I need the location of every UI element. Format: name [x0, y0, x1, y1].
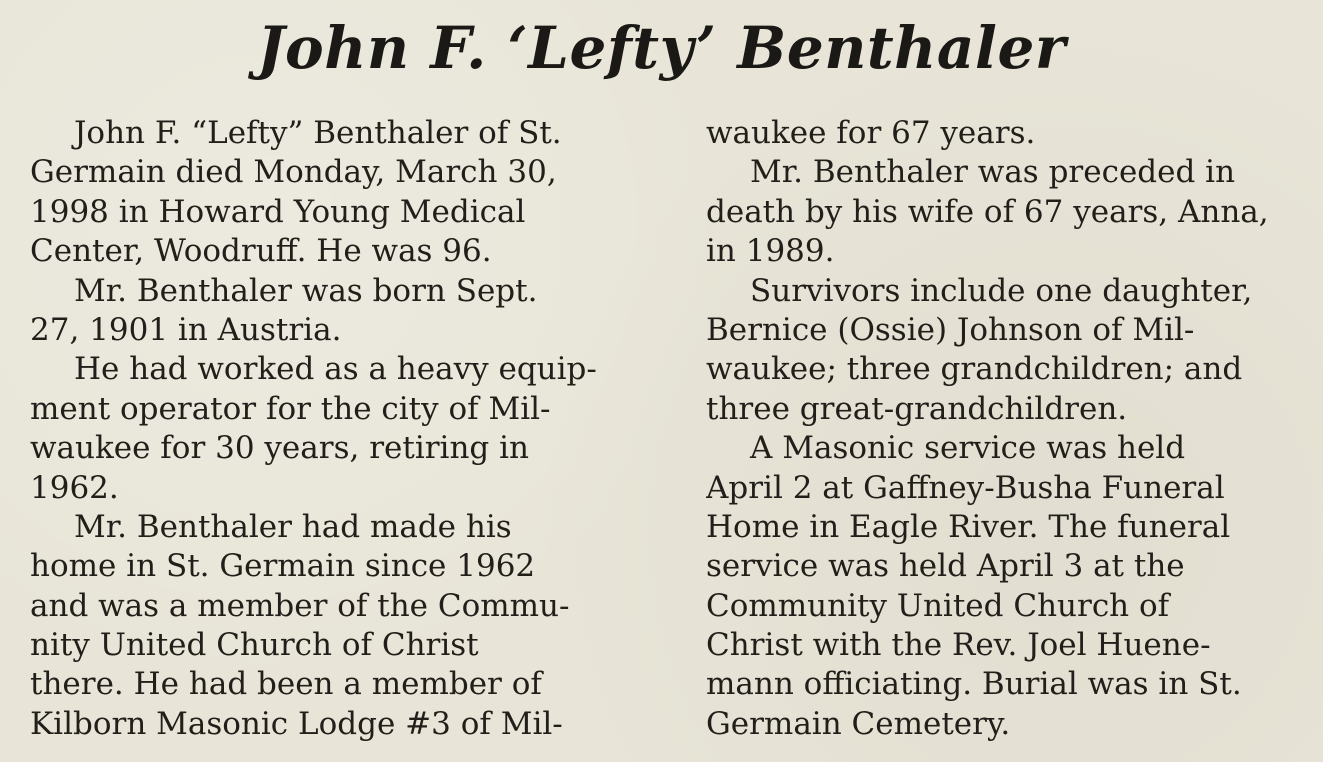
text-line: Community United Church of [706, 587, 1170, 624]
right-text-column [706, 114, 1306, 744]
text-line: Survivors include one daughter, [750, 272, 1253, 309]
text-line: Center, Woodruff. He was 96. [30, 233, 492, 270]
text-line: He had worked as a heavy equip- [74, 351, 597, 388]
text-line: mann officiating. Burial was in St. [706, 666, 1242, 703]
text-line: waukee for 67 years. [706, 115, 1036, 151]
text-line: Christ with the Rev. Joel Huene- [706, 627, 1211, 664]
text-line: there. He had been a member of [30, 666, 542, 703]
text-line: service was held April 3 at the [706, 548, 1185, 585]
text-line: Germain Cemetery. [706, 705, 1011, 742]
text-line: waukee for 30 years, retiring in [30, 430, 530, 467]
text-line: Mr. Benthaler was born Sept. [74, 272, 538, 309]
text-line: death by his wife of 67 years, Anna, [706, 193, 1269, 230]
text-line: Mr. Benthaler was preceded in [750, 154, 1236, 191]
text-line: nity United Church of Christ [30, 627, 479, 664]
text-line: three great-grandchildren. [706, 390, 1128, 427]
text-line: ment operator for the city of Mil- [30, 390, 551, 427]
left-text-column [30, 114, 670, 744]
text-line: Home in Eagle River. The funeral [706, 508, 1231, 545]
text-line: Mr. Benthaler had made his [74, 508, 512, 545]
text-line: home in St. Germain since 1962 [30, 548, 536, 585]
text-line: Kilborn Masonic Lodge #3 of Mil- [30, 705, 563, 742]
text-line: 1962. [30, 469, 119, 506]
text-line: in 1989. [706, 233, 835, 270]
text-line: Germain died Monday, March 30, [30, 154, 557, 191]
obituary-headline: John F. ‘Lefty’ Benthaler [257, 14, 1066, 82]
text-line: April 2 at Gaffney-Busha Funeral [706, 469, 1225, 506]
text-line: 27, 1901 in Austria. [30, 311, 342, 348]
text-line: waukee; three grandchildren; and [706, 351, 1243, 388]
text-line: 1998 in Howard Young Medical [30, 193, 526, 230]
text-line: and was a member of the Commu- [30, 587, 570, 624]
text-line: John F. “Lefty” Benthaler of St. [74, 115, 562, 151]
text-line: A Masonic service was held [750, 430, 1186, 467]
text-line: Bernice (Ossie) Johnson of Mil- [706, 311, 1195, 348]
